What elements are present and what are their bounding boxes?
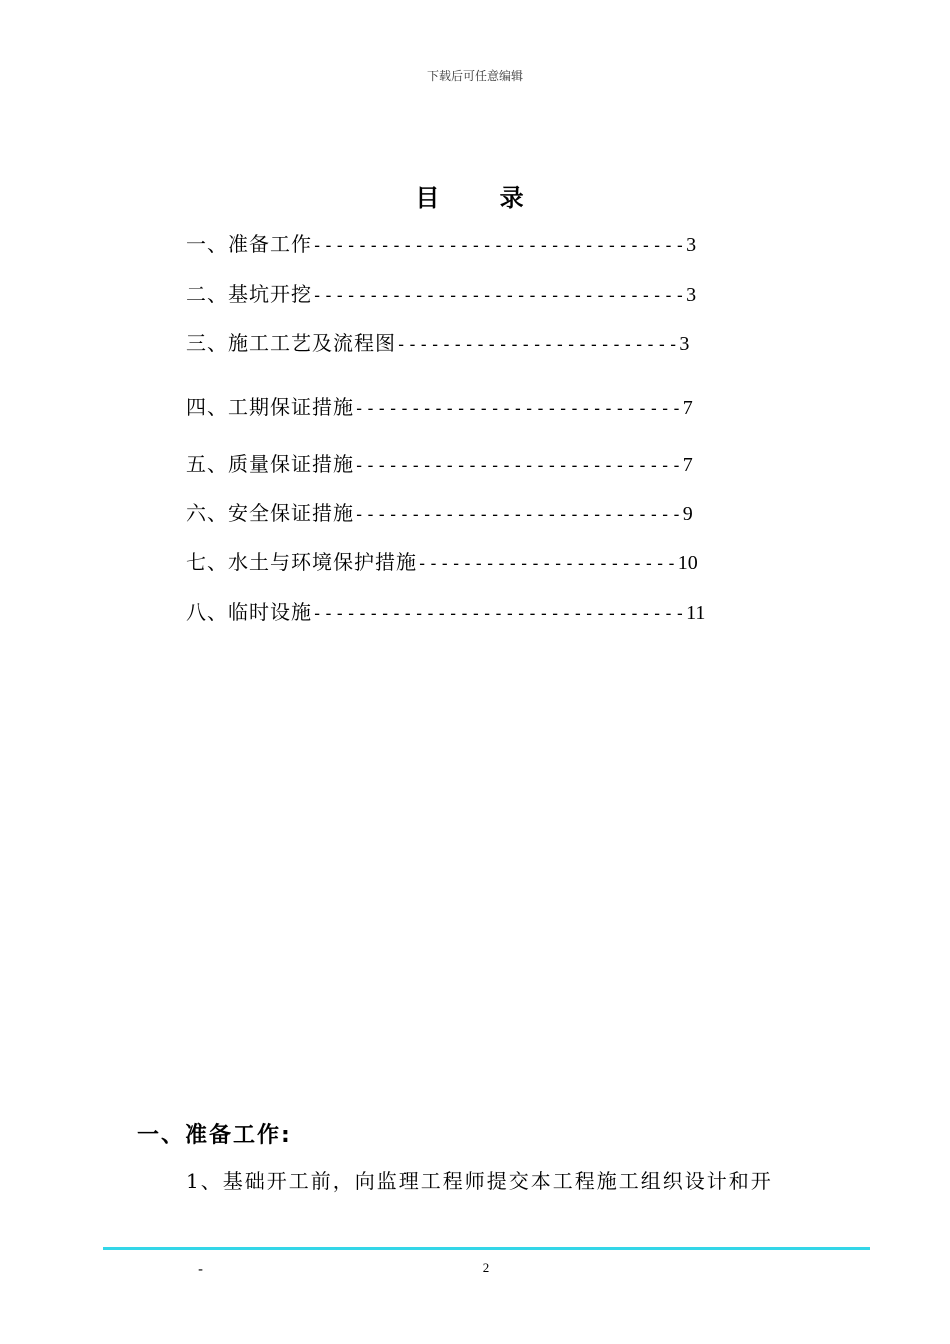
toc-entry[interactable] — [186, 229, 696, 259]
toc-entry-label: 一、准备工作 — [186, 232, 312, 256]
toc-entry-label: 八、临时设施 — [186, 600, 312, 624]
toc-entry-page: 11 — [686, 602, 706, 624]
toc-entry[interactable] — [186, 279, 696, 309]
toc-entry[interactable] — [186, 547, 698, 577]
toc-entry-leader: ----------------------- — [417, 554, 678, 574]
toc-entry-label: 七、水土与环境保护措施 — [186, 550, 417, 574]
toc-entry-leader: ----------------------------- — [354, 505, 683, 525]
page-number: 2 — [482, 1260, 490, 1275]
toc-entry-leader: ----------------------------- — [354, 399, 683, 419]
toc-entry-label: 五、质量保证措施 — [186, 452, 354, 476]
toc-entry[interactable] — [186, 597, 705, 627]
toc-entry-page: 3 — [686, 284, 697, 306]
toc-entry[interactable] — [186, 328, 689, 358]
toc-entry-leader: --------------------------------- — [312, 236, 687, 256]
toc-entry-page: 9 — [682, 503, 693, 525]
body-paragraph: 1、基础开工前，向监理工程师提交本工程施工组织设计和开 — [186, 1169, 773, 1193]
footer-divider — [103, 1247, 870, 1250]
toc-entry-leader: --------------------------------- — [312, 286, 687, 306]
toc-entry-label: 三、施工工艺及流程图 — [186, 331, 396, 355]
toc-title: 目 录 — [415, 183, 550, 212]
section-heading: 一、准备工作: — [137, 1123, 292, 1148]
toc-entry-label: 六、安全保证措施 — [186, 501, 354, 525]
toc-entry-page: 3 — [686, 234, 697, 256]
toc-entry[interactable] — [186, 449, 693, 479]
toc-entry-page: 7 — [682, 397, 693, 419]
toc-entry-label: 四、工期保证措施 — [186, 395, 354, 419]
toc-entry-page: 10 — [677, 552, 698, 574]
toc-entry[interactable] — [186, 392, 693, 422]
toc-entry-leader: ------------------------- — [396, 335, 680, 355]
footer-dash: - — [198, 1262, 204, 1278]
header-note: 下载后可任意编辑 — [426, 69, 523, 83]
toc-entry-leader: --------------------------------- — [312, 604, 687, 624]
toc-entry-label: 二、基坑开挖 — [186, 282, 312, 306]
toc-entry-page: 7 — [682, 454, 693, 476]
toc-entry[interactable] — [186, 498, 693, 528]
toc-entry-leader: ----------------------------- — [354, 456, 683, 476]
toc-entry-page: 3 — [679, 333, 690, 355]
